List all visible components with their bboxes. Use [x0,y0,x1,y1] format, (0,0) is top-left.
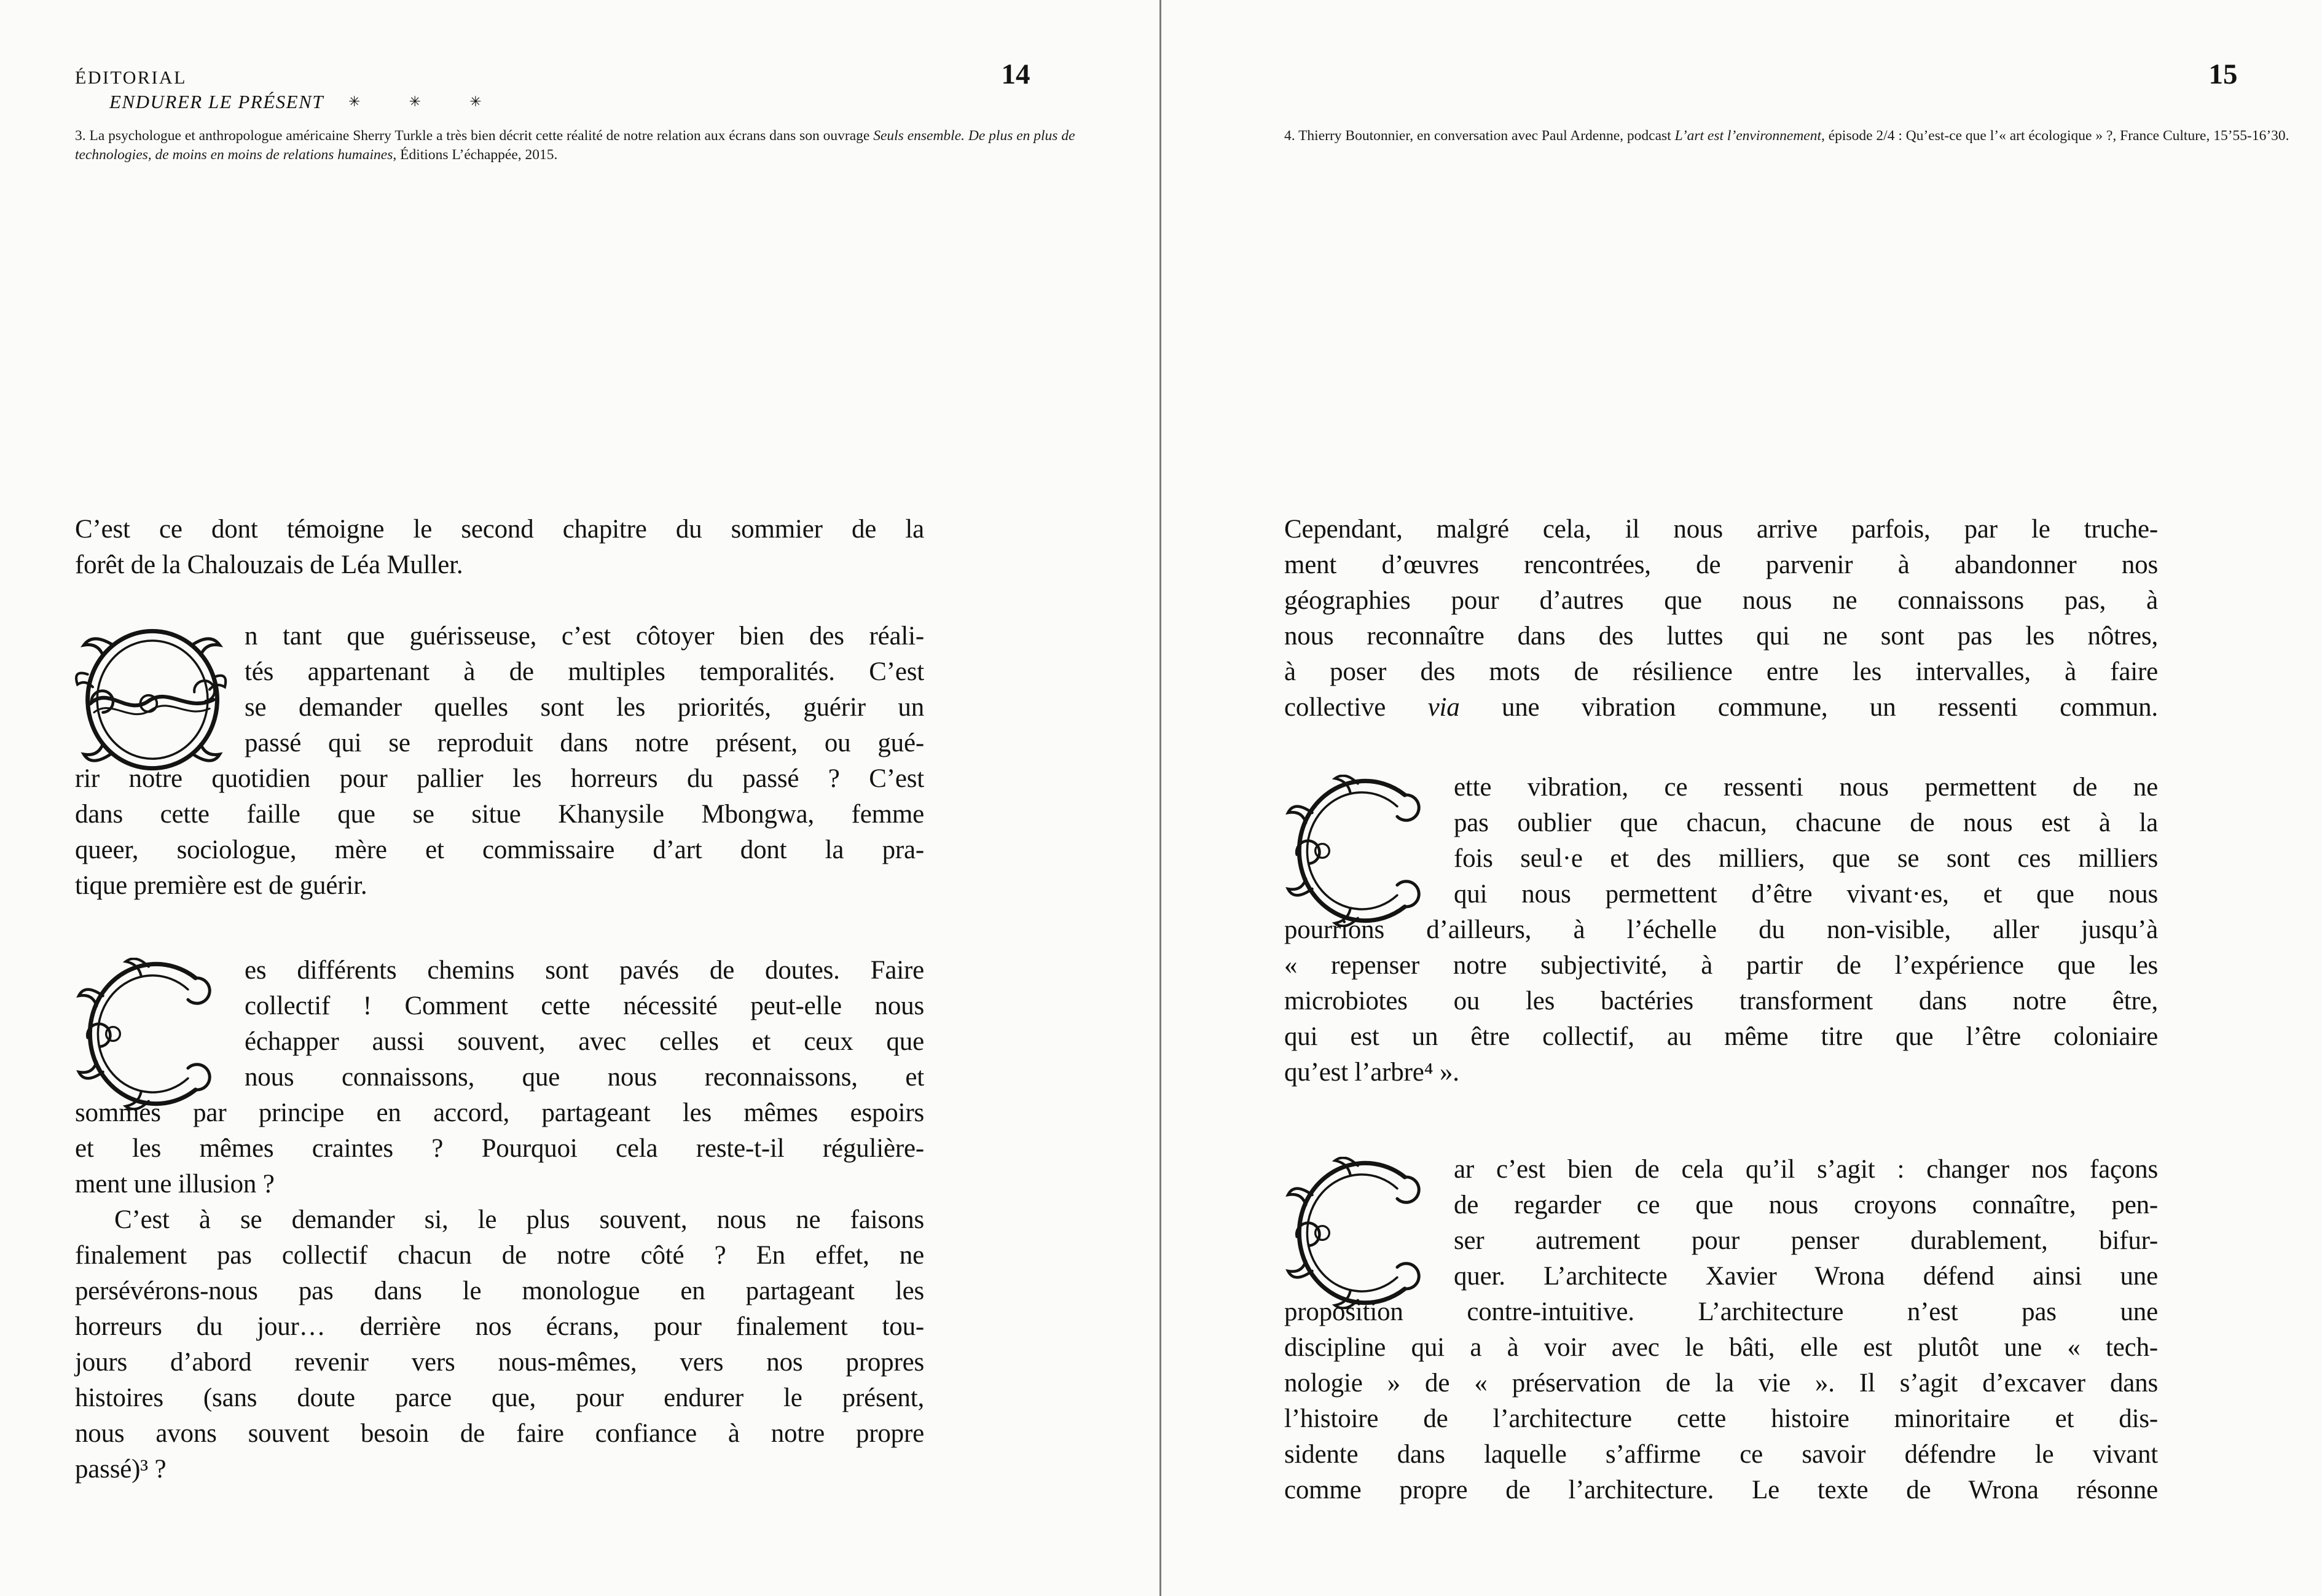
text-line: échapper aussi souvent, avec celles et ceux que [245,1027,924,1056]
text-line: pourrions d’ailleurs, à l’échelle du non-visible, aller jusqu’à [1284,915,2158,944]
text-line: jours d’abord revenir vers nous-mêmes, vers nos propres [75,1348,924,1377]
paragraph [1284,512,2158,726]
page-number-left: 14 [1001,58,1030,90]
section-kicker: ÉDITORIAL [75,68,187,88]
paragraph [1284,1152,2158,1508]
page-number-right: 15 [2208,58,2238,90]
text-line: passé qui se reproduit dans notre présent, ou gué- [245,729,924,757]
text-line: qui nous permettent d’être vivant·es, et que nous [1454,880,2158,909]
text-line: passé)³ ? [75,1455,167,1484]
text-line: rir notre quotidien pour pallier les horreurs du passé ? C’est [75,764,924,793]
text-line: pas oublier que chacun, chacune de nous est à la [1454,808,2158,837]
text-line: forêt de la Chalouzais de Léa Muller. [75,550,463,579]
text-line: quer. L’architecte Xavier Wrona défend ainsi une [1454,1262,2158,1291]
article-title-row [109,91,503,113]
article-title: ENDURER LE PRÉSENT [109,91,324,112]
paragraph [75,619,924,904]
text-line: ette vibration, ce ressenti nous permettent de ne [1454,773,2158,802]
drop-cap-c-ornament-icon [75,958,232,1090]
text-line: Cependant, malgré cela, il nous arrive parfois, par le truche- [1284,515,2158,544]
text-line: à poser des mots de résilience entre les intervalles, à faire [1284,657,2158,686]
text-line: qui est un être collectif, au même titre que l’être coloniaire [1284,1022,2158,1051]
right-text-column [1284,512,2158,1508]
footnote-3-work-title: Seuls ensemble. De plus en plus de technologies, de moins en moins de relations humaines [75,128,1075,163]
footnote-4-tail: , épisode 2/4 : Qu’est-ce que l’« art écologique » ?, France Culture, 15’55-16’30. [1821,128,2289,144]
text-line: collective via une vibration commune, un ressenti commun. [1284,693,2158,722]
paragraph [75,953,924,1202]
text-line: de regarder ce que nous croyons connaître, pen- [1454,1191,2158,1219]
text-line: qu’est l’arbre⁴ ». [1284,1058,1459,1087]
page-gutter-divider [1159,0,1161,1596]
text-line: discipline qui a à voir avec le bâti, elle est plutôt une « tech- [1284,1333,2158,1362]
text-line: sommes par principe en accord, partageant les mêmes espoirs [75,1098,924,1127]
text-line: C’est à se demander si, le plus souvent, nous ne faisons [114,1205,924,1234]
text-line: nous avons souvent besoin de faire confiance à notre propre [75,1419,924,1448]
text-line: proposition contre-intuitive. L’architecture n’est pas une [1284,1297,2158,1326]
text-line: ser autrement pour penser durablement, bifur- [1454,1226,2158,1255]
text-line: persévérons-nous pas dans le monologue en partageant les [75,1277,924,1305]
footnote-3 [75,127,1102,165]
text-line: es différents chemins sont pavés de doutes. Faire [245,956,924,985]
text-line: comme propre de l’architecture. Le texte de Wrona résonne [1284,1476,2158,1504]
text-line: ment d’œuvres rencontrées, de parvenir à abandonner nos [1284,550,2158,579]
text-line: horreurs du jour… derrière nos écrans, pour finalement tou- [75,1312,924,1341]
drop-cap-c-ornament-icon [1284,775,1441,907]
text-line: n tant que guérisseuse, c’est côtoyer bien des réali- [245,622,924,651]
footnote-4-work-title: L’art est l’environnement [1674,128,1821,144]
footnote-4 [1284,127,2303,146]
text-line: histoires (sans doute parce que, pour endurer le présent, [75,1383,924,1412]
text-line: « repenser notre subjectivité, à partir de l’expérience que les [1284,951,2158,980]
text-line: l’histoire de l’architecture cette histoire minoritaire et dis- [1284,1404,2158,1433]
text-line: sidente dans laquelle s’affirme ce savoir défendre le vivant [1284,1440,2158,1469]
text-line: fois seul·e et des milliers, que se sont ces milliers [1454,844,2158,873]
text-line: ment une illusion ? [75,1170,275,1199]
page-header [75,68,503,113]
footnote-3-text: 3. La psychologue et anthropologue américaine Sherry Turkle a très bien décrit cette réalité de notre relation aux écrans dans son ouvrage [75,128,874,144]
text-line: dans cette faille que se situe Khanysile Mbongwa, femme [75,800,924,829]
footnote-4-text: 4. Thierry Boutonnier, en conversation avec Paul Ardenne, podcast [1284,128,1675,144]
text-line: et les mêmes craintes ? Pourquoi cela reste-t-il régulière- [75,1134,924,1163]
text-line: se demander quelles sont les priorités, guérir un [245,693,924,722]
text-line: géographies pour d’autres que nous ne connaissons pas, à [1284,586,2158,615]
paragraph [1284,770,2158,1090]
drop-cap-c-ornament-icon [1284,1157,1441,1289]
text-line: microbiotes ou les bactéries transforment dans notre être, [1284,987,2158,1015]
text-line: nous reconnaître dans des luttes qui ne sont pas les nôtres, [1284,622,2158,651]
footnote-3-tail: , Éditions L’échappée, 2015. [393,147,558,163]
text-line: C’est ce dont témoigne le second chapitre du sommier de la [75,515,924,544]
title-stars-ornament: ✳ ✳ ✳ [348,94,504,110]
text-line: finalement pas collectif chacun de notre côté ? En effet, ne [75,1241,924,1270]
text-line: tique première est de guérir. [75,871,367,900]
text-line: queer, sociologue, mère et commissaire d’art dont la pra- [75,835,924,864]
text-line: nous connaissons, que nous reconnaissons, et [245,1063,924,1092]
text-line: ar c’est bien de cela qu’il s’agit : changer nos façons [1454,1155,2158,1184]
text-line: collectif ! Comment cette nécessité peut-elle nous [245,992,924,1020]
text-line: tés appartenant à de multiples temporalités. C’est [245,657,924,686]
drop-cap-e-ornament-icon [75,624,232,756]
paragraph [75,1202,924,1487]
text-line: nologie » de « préservation de la vie ». Il s’agit d’excaver dans [1284,1369,2158,1398]
left-text-column [75,512,924,1487]
paragraph [75,512,924,583]
